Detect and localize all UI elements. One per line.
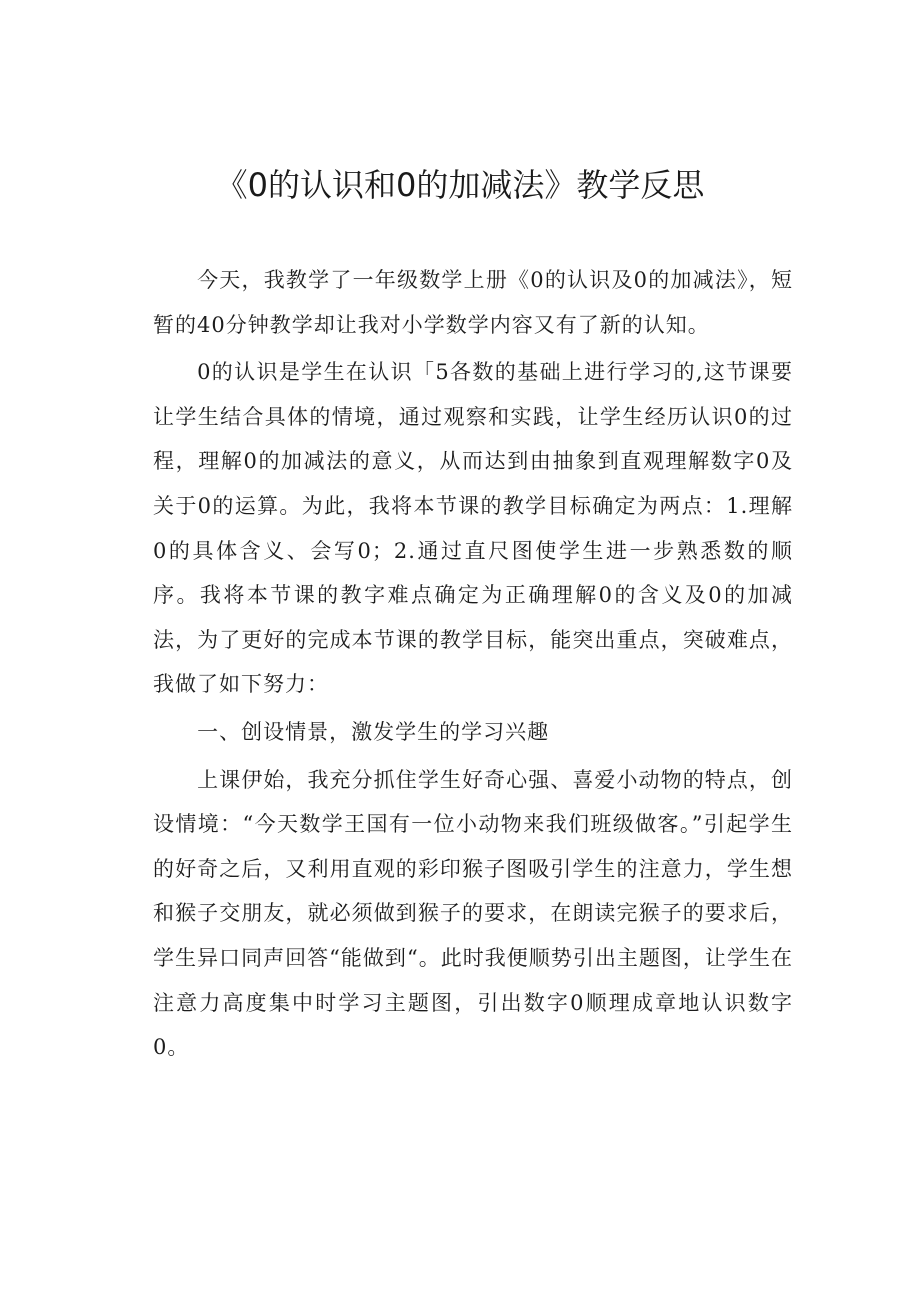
page-title: 《0的认识和0的加减法》教学反思 (215, 166, 705, 204)
section-heading-1: 一、创设情景，激发学生的学习兴趣 (197, 719, 550, 744)
paragraph-intro: 今天，我教学了一年级数学上册《0的认识及0的加减法》，短暂的40分钟教学却让我对小学数学内容又有了新的认知。 (153, 268, 793, 337)
paragraph-situation: 上课伊始，我充分抓住学生好奇心强、喜爱小动物的特点，创设情境：“今天数学王国有一位小动物来我们班级做客。”引起学生的好奇之后，又利用直观的彩印猴子图吸引学生的注意力，学生想和猴子交朋友，就必须做到猴子的要求，在朗读完猴子的要求后，学生异口同声回答“能做到“。此时我便顺势引出主题图，让学生在注意力高度集中时学习主题图，引出数字0顺理成章地认识数字0。 (153, 767, 793, 1060)
paragraph-objectives: 0的认识是学生在认识「5各数的基础上进行学习的,这节课要让学生结合具体的情境，通过观察和实践，让学生经历认识0的过程，理解0的加减法的意义，从而达到由抽象到直观理解数字0及关于0的运算。为此，我将本节课的教学目标确定为两点：1.理解0的具体含义、会写0；2.通过直尺图使学生进一步熟悉数的顺序。我将本节课的教字难点确定为正确理解0的含义及0的加减法，为了更好的完成本节课的教学目标，能突出重点，突破难点，我做了如下努力： (153, 360, 793, 697)
document-body (153, 258, 793, 1070)
